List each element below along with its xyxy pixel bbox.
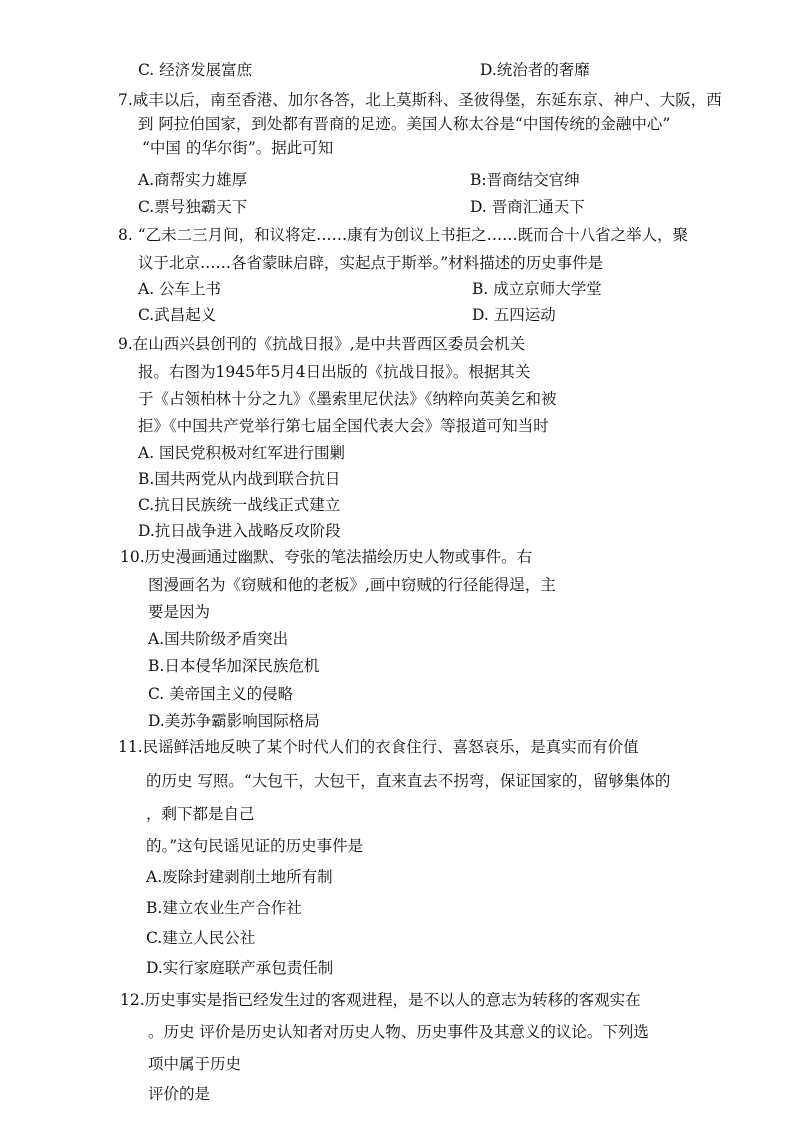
q8-option-d: D. 五四运动	[472, 306, 556, 324]
q9-option-b: B.国共两党从内战到联合抗日	[138, 470, 341, 488]
q11-text-line-2: 的历史 写照。“大包干，大包干，直来直去不拐弯，保证国家的，留够集体的	[146, 772, 671, 790]
q9-text-line-2: 报。右图为1945年5月4日出版的《抗战日报》。根据其关	[138, 363, 531, 381]
q7-option-a: A.商帮实力雄厚	[138, 171, 248, 189]
q10-text-line-2: 图漫画名为《窃贼和他的老板》,画中窃贼的行径能得逞，主	[148, 576, 556, 594]
q11-option-b: B.建立农业生产合作社	[146, 899, 302, 917]
q12-text-line-2: 。历史 评价是历史认知者对历史人物、历史事件及其意义的议论。下列选	[148, 1023, 649, 1041]
q8-option-a: A. 公车上书	[138, 280, 222, 298]
q7-option-b: B:晋商结交官绅	[470, 171, 580, 189]
q12-text-line-1: 12.历史事实是指已经发生过的客观进程，是不以人的意志为转移的客观实在	[120, 991, 641, 1009]
q9-option-a: A. 国民党积极对红军进行围剿	[138, 444, 346, 462]
q8-option-b: B. 成立京师大学堂	[472, 280, 602, 298]
q9-option-d: D.抗日战争进入战略反攻阶段	[138, 522, 341, 540]
q10-option-c: C. 美帝国主义的侵略	[148, 685, 294, 703]
q6-option-d: D.统治者的奢靡	[480, 61, 590, 79]
q9-text-line-4: 拒》《中国共产党举行第七届全国代表大会》等报道可知当时	[138, 417, 549, 435]
q7-option-d: D. 晋商汇通天下	[470, 198, 585, 216]
q9-text-line-1: 9.在山西兴县创刊的《抗战日报》,是中共晋西区委员会机关	[118, 335, 526, 353]
q10-option-b: B.日本侵华加深民族危机	[148, 657, 320, 675]
q8-option-c: C.武昌起义	[138, 306, 217, 324]
q11-option-d: D.实行家庭联产承包责任制	[146, 959, 334, 977]
q11-text-line-4: 的。”这句民谣见证的历史事件是	[146, 837, 364, 855]
q10-option-d: D.美苏争霸影响国际格局	[148, 712, 320, 730]
q7-option-c: C.票号独霸天下	[138, 198, 248, 216]
q7-text-line-2: 到 阿拉伯国家，到处都有晋商的足迹。美国人称太谷是“中国传统的金融中心”	[138, 115, 671, 133]
q8-text-line-1: 8. “乙未二三月间，和议将定……康有为创议上书拒之……既而合十八省之举人，聚	[118, 226, 689, 244]
q11-option-a: A.废除封建剥削土地所有制	[146, 868, 333, 886]
q10-option-a: A.国共阶级矛盾突出	[148, 630, 289, 648]
q11-text-line-3: ，剩下都是自己	[146, 805, 255, 823]
q11-text-line-1: 11.民谣鲜活地反映了某个时代人们的衣食住行、喜怒哀乐，是真实而有价值	[118, 738, 639, 756]
q7-text-line-3: “中国 的华尔街”。据此可知	[142, 139, 334, 157]
q12-text-line-3: 项中属于历史	[148, 1055, 242, 1073]
q10-text-line-1: 10.历史漫画通过幽默、夸张的笔法描绘历史人物或事件。右	[120, 548, 533, 566]
q11-option-c: C.建立人民公社	[146, 929, 256, 947]
q8-text-line-2: 议于北京……各省蒙昧启辟，实起点于斯举。”材料描述的历史事件是	[138, 254, 604, 272]
q7-text-line-1: 7.咸丰以后，南至香港、加尔各答，北上莫斯科、圣彼得堡，东延东京、神户、大阪，西	[118, 91, 722, 109]
q9-option-c: C.抗日民族统一战线正式建立	[138, 496, 341, 514]
q9-text-line-3: 于《占领柏林十分之九》《墨索里尼伏法》《纳粹向英美乞和被	[138, 390, 557, 408]
q10-text-line-3: 要是因为	[148, 603, 211, 621]
q6-option-c: C. 经济发展富庶	[138, 61, 253, 79]
q12-text-line-4: 评价的是	[148, 1085, 211, 1103]
